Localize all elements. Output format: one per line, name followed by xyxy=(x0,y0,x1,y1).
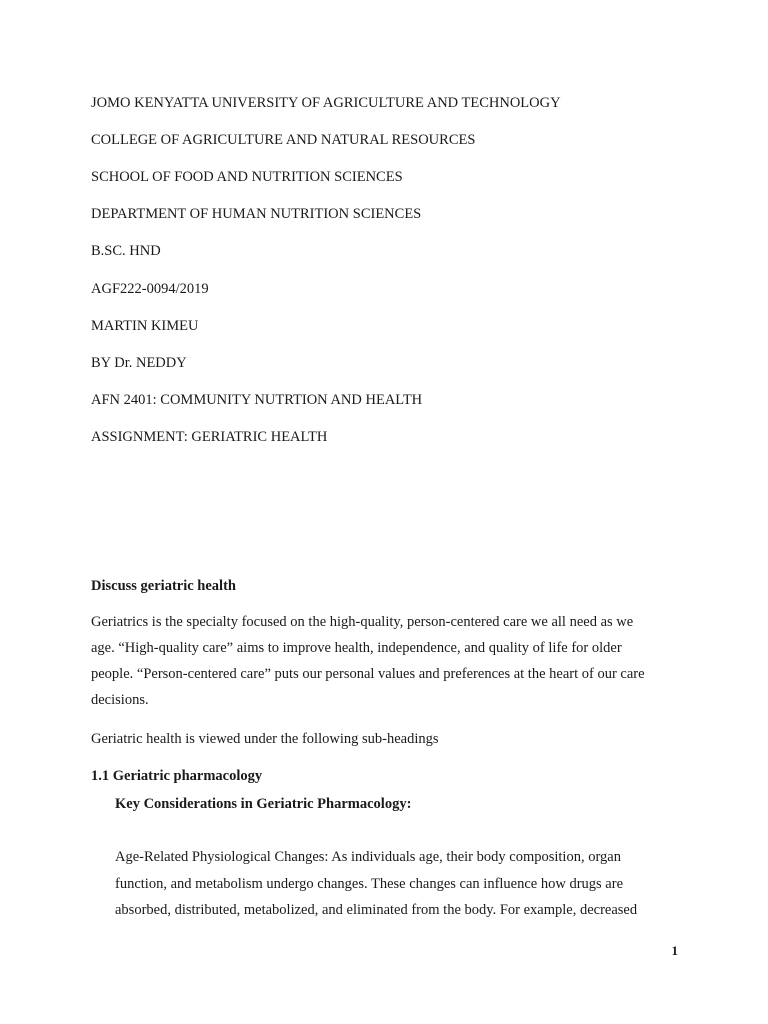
age-related-changes-paragraph xyxy=(115,844,675,924)
university-name: JOMO KENYATTA UNIVERSITY OF AGRICULTURE AND TECHNOLOGY xyxy=(91,95,561,111)
registration-number: AGF222-0094/2019 xyxy=(91,281,209,297)
key-considerations-heading: Key Considerations in Geriatric Pharmacology: xyxy=(115,796,412,812)
student-name: MARTIN KIMEU xyxy=(91,318,199,334)
assignment-title: ASSIGNMENT: GERIATRIC HEALTH xyxy=(91,429,328,445)
age-related-line: Age-Related Physiological Changes: As individuals age, their body composition, organ xyxy=(115,849,621,865)
age-related-line: function, and metabolism undergo changes. These changes can influence how drugs are xyxy=(115,875,624,892)
intro-paragraph xyxy=(91,609,681,713)
intro-line: people. “Person-centered care” puts our personal values and preferences at the heart of our care xyxy=(91,666,645,682)
unit-name: AFN 2401: COMMUNITY NUTRTION AND HEALTH xyxy=(91,392,423,408)
section-heading-geriatric-pharmacology: 1.1 Geriatric pharmacology xyxy=(91,768,263,784)
department-name: DEPARTMENT OF HUMAN NUTRITION SCIENCES xyxy=(91,206,422,222)
subheadings-intro-text: Geriatric health is viewed under the following sub-headings xyxy=(91,731,439,747)
lecturer-name: BY Dr. NEDDY xyxy=(91,355,187,371)
page-number: 1 xyxy=(671,943,678,958)
intro-line: decisions. xyxy=(91,692,149,708)
intro-line: Geriatrics is the specialty focused on the high-quality, person-centered care we all need as we xyxy=(91,614,634,630)
programme: B.SC. HND xyxy=(91,243,161,259)
school-name: SCHOOL OF FOOD AND NUTRITION SCIENCES xyxy=(91,169,403,185)
intro-line: age. “High-quality care” aims to improve health, independence, and quality of life for older xyxy=(91,640,622,656)
question-heading: Discuss geriatric health xyxy=(91,578,236,594)
subheadings-intro xyxy=(91,726,681,752)
age-related-line: absorbed, distributed, metabolized, and eliminated from the body. For example, decreased xyxy=(115,902,638,918)
college-name: COLLEGE OF AGRICULTURE AND NATURAL RESOURCES xyxy=(91,132,476,148)
